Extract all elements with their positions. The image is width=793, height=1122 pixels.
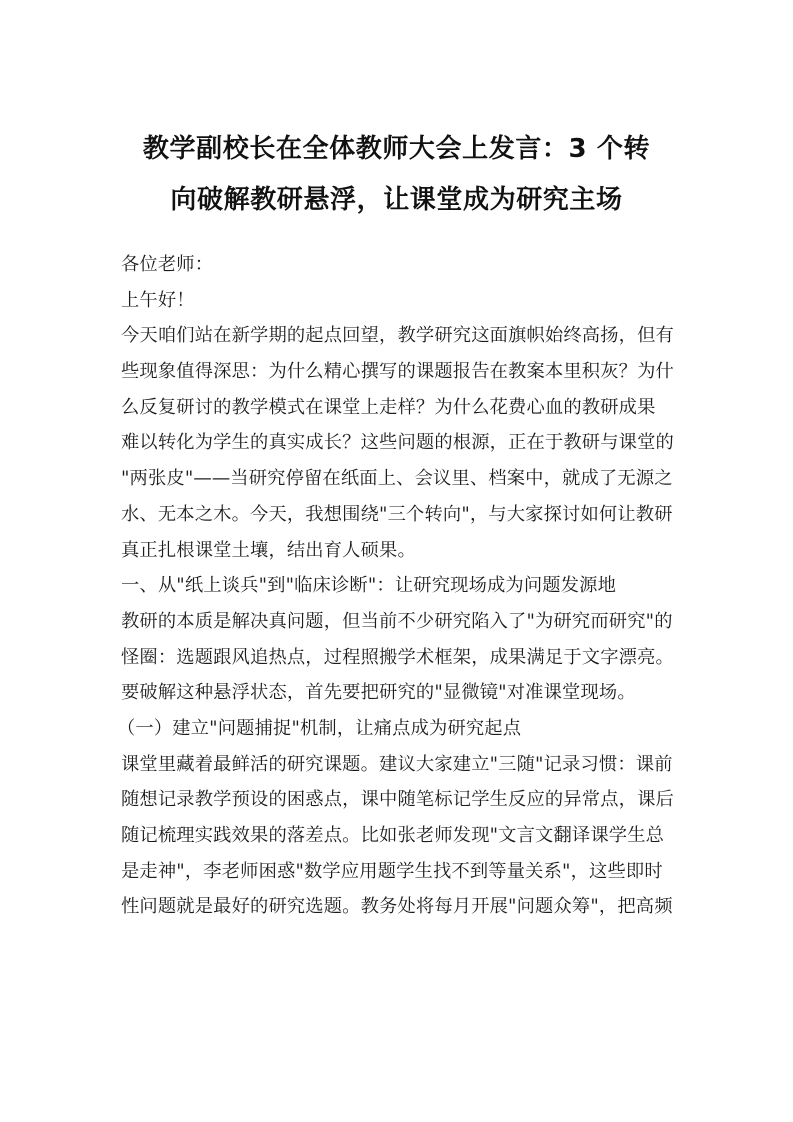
paragraph-line: 课堂里藏着最鲜活的研究课题。建议大家建立"三随"记录习惯：课前: [121, 753, 673, 775]
paragraph-line: 教研的本质是解决真问题，但当前不少研究陷入了"为研究而研究"的: [121, 610, 673, 632]
section-heading: 一、从"纸上谈兵"到"临床诊断"：让研究现场成为问题发源地: [121, 575, 617, 597]
paragraph-line: 些现象值得深思：为什么精心撰写的课题报告在教案本里积灰？为什: [121, 361, 674, 383]
paragraph-line: 是走神"，李老师困惑"数学应用题学生找不到等量关系"，这些即时: [121, 860, 663, 882]
paragraph-line: 要破解这种悬浮状态，首先要把研究的"显微镜"对准课堂现场。: [121, 682, 636, 704]
paragraph-line: 随记梳理实践效果的落差点。比如张老师发现"文言文翻译课学生总: [121, 825, 665, 846]
paragraph-line: 今天咱们站在新学期的起点回望，教学研究这面旗帜始终高扬，但有: [121, 325, 674, 347]
document-title: [110, 124, 683, 226]
paragraph-line: 水、无本之木。今天，我想围绕"三个转向"，与大家探讨如何让教研: [121, 503, 673, 525]
paragraph-line: 么反复研讨的教学模式在课堂上走样？为什么花费心血的教研成果: [121, 396, 656, 418]
paragraph-line: 怪圈：选题跟风追热点，过程照搬学术框架，成果满足于文字漂亮。: [121, 646, 674, 668]
paragraph-line: 随想记录教学预设的困惑点，课中随笔标记学生反应的异常点，课后: [121, 789, 674, 811]
salutation: 各位老师：: [121, 254, 214, 275]
paragraph-line: 真正扎根课堂土壤，结出育人硕果。: [121, 539, 416, 561]
paragraph-line: 性问题就是最好的研究选题。教务处将每月开展"问题众筹"，把高频: [121, 896, 673, 918]
paragraph-line: 难以转化为学生的真实成长？这些问题的根源，正在于教研与课堂的: [121, 432, 674, 454]
title-line-1: 教学副校长在全体教师大会上发言：3 个转: [142, 134, 651, 164]
greeting: 上午好！: [121, 289, 195, 311]
subsection-heading: （一）建立"问题捕捉"机制，让痛点成为研究起点: [117, 717, 522, 739]
paragraph-line: "两张皮"——当研究停留在纸面上、会议里、档案中，就成了无源之: [121, 468, 673, 490]
document-body: [117, 247, 677, 925]
title-line-2: 向破解教研悬浮，让课堂成为研究主场: [170, 185, 623, 215]
